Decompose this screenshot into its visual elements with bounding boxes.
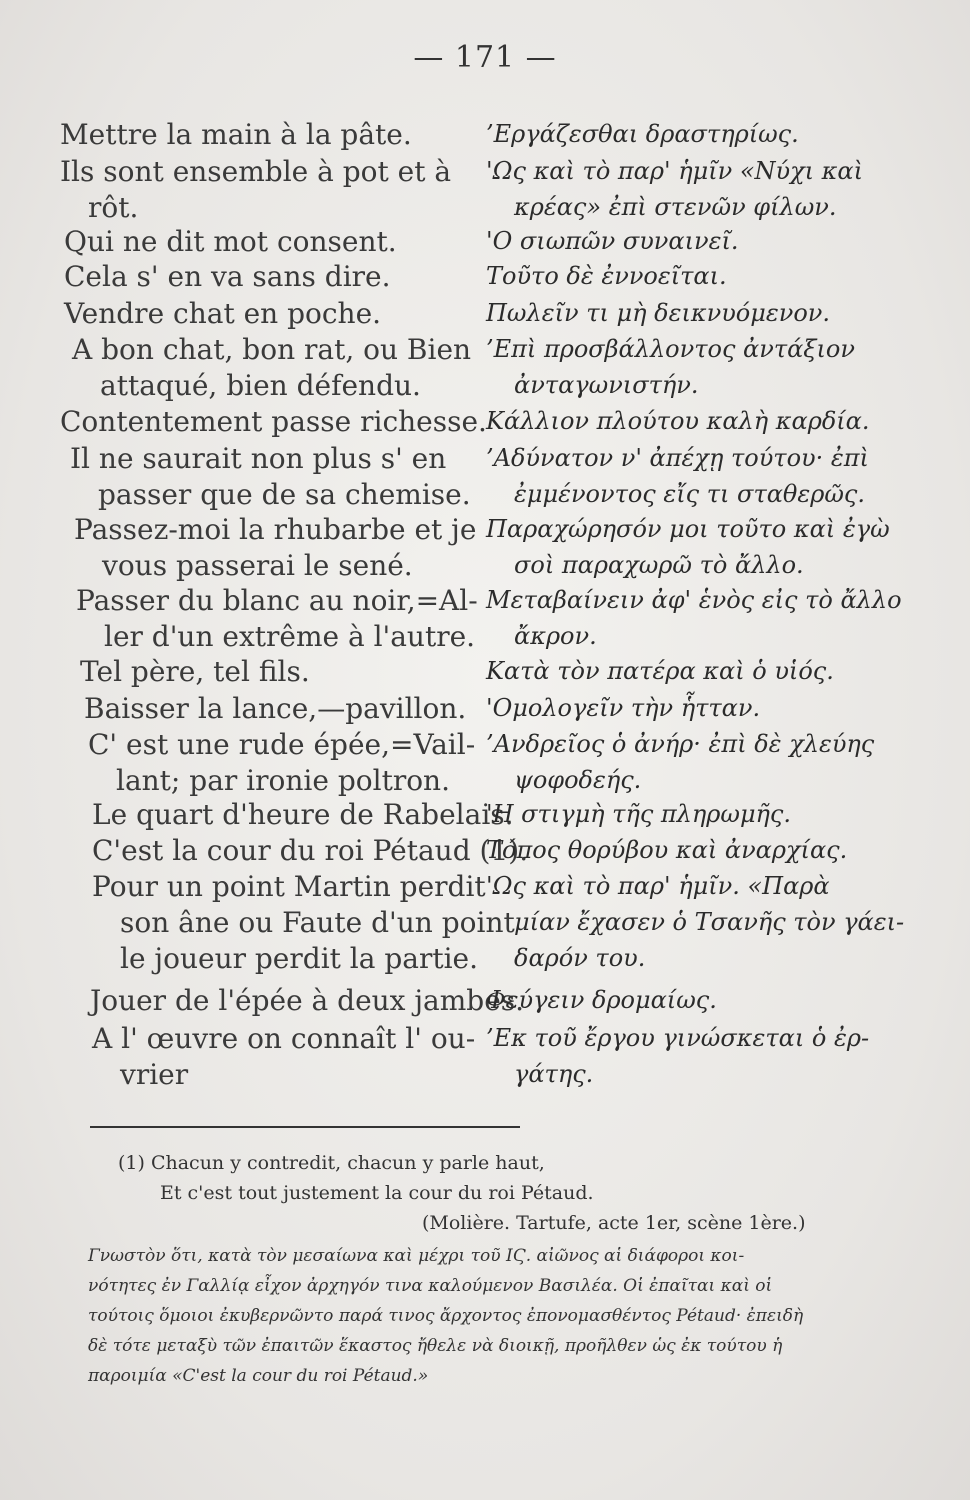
french-proverb-line: Ils sont ensemble à pot et à [60, 155, 452, 188]
french-proverb-line: passer que de sa chemise. [98, 478, 471, 511]
note-line: τούτοις ὅμοιοι ἐκυβερνῶντο παρά τινος ἄρχοντος ἐπονομασθέντος Pétaud· ἐπειδὴ [88, 1306, 804, 1326]
greek-translation-line: δαρόν του. [514, 944, 646, 972]
greek-translation-line: μίαν ἔχασεν ὁ Τσανῆς τὸν γάει- [514, 908, 905, 936]
french-proverb-line: Il ne saurait non plus s' en [70, 442, 447, 475]
greek-translation-line: ’Αδύνατον ν' ἀπέχῃ τούτου· ἐπὶ [486, 444, 869, 472]
french-proverb-line: le joueur perdit la partie. [120, 942, 479, 975]
french-proverb-line: ler d'un extrême à l'autre. [104, 620, 476, 653]
greek-translation-line: ἐμμένοντος εἴς τι σταθερῶς. [514, 480, 865, 508]
footnote-line-2: Et c'est tout justement la cour du roi Pétaud. [160, 1182, 594, 1204]
greek-translation-line: Μεταβαίνειν ἀφ' ἑνὸς εἰς τὸ ἄλλο [486, 586, 902, 614]
french-proverb-line: A bon chat, bon rat, ou Bien [72, 333, 472, 366]
french-proverb-line: lant; par ironie poltron. [116, 764, 450, 797]
note-line: δὲ τότε μεταξὺ τῶν ἐπαιτῶν ἕκαστος ἤθελε νὰ διοικῇ, προῆλθεν ὡς ἐκ τούτου ἡ [88, 1336, 783, 1356]
french-proverb-line: Qui ne dit mot consent. [64, 225, 397, 258]
greek-translation-line: κρέας» ἐπὶ στενῶν φίλων. [514, 193, 837, 221]
greek-translation-line: σοὶ παραχωρῶ τὸ ἄλλο. [514, 551, 804, 579]
french-proverb-line: Cela s' en va sans dire. [64, 260, 391, 293]
page-number: — 171 — [413, 40, 557, 75]
greek-translation-line: 'Ως καὶ τὸ παρ' ἡμῖν «Νύχι καὶ [486, 157, 864, 185]
note-line: νότητες ἐν Γαλλίᾳ εἶχον ἀρχηγόν τινα καλούμενον Βασιλέα. Οἱ ἐπαῖται καὶ οἱ [88, 1276, 773, 1296]
french-proverb-line: rôt. [88, 191, 139, 224]
french-proverb-line: Contentement passe richesse. [60, 405, 487, 438]
french-proverb-line: A l' œuvre on connaît l' ou- [92, 1022, 476, 1055]
greek-translation-line: Παραχώρησόν μοι τοῦτο καὶ ἐγὼ [486, 515, 890, 543]
french-proverb-line: Baisser la lance,—pavillon. [84, 692, 467, 725]
greek-translation-line: ἀνταγωνιστήν. [514, 371, 699, 399]
footnote-citation: (Molière. Tartufe, acte 1er, scène 1ère.) [422, 1212, 806, 1234]
greek-translation-line: 'Ομολογεῖν τὴν ἧτταν. [486, 694, 761, 722]
greek-translation-line: ἄκρον. [514, 622, 597, 650]
greek-translation-line: Κάλλιον πλούτου καλὴ καρδία. [486, 407, 870, 435]
french-proverb-line: attaqué, bien défendu. [100, 369, 421, 402]
note-line: παροιμία «C'est la cour du roi Pétaud.» [88, 1366, 429, 1386]
french-proverb-line: Tel père, tel fils. [80, 655, 310, 688]
greek-translation-line: ’Επὶ προσβάλλοντος ἀντάξιον [486, 335, 855, 363]
french-proverb-line: Le quart d'heure de Rabelais. [92, 798, 514, 831]
greek-translation-line: 'Η στιγμὴ τῆς πληρωμῆς. [486, 800, 791, 828]
french-proverb-line: Passez-moi la rhubarbe et je [74, 513, 477, 546]
french-proverb-line: Passer du blanc au noir,=Al- [76, 584, 478, 617]
greek-translation-line: 'Ως καὶ τὸ παρ' ἡμῖν. «Παρὰ [486, 872, 830, 900]
french-proverb-line: Jouer de l'épée à deux jambes. [90, 984, 525, 1017]
greek-translation-line: Φεύγειν δρομαίως. [486, 986, 717, 1014]
greek-translation-line: ’Εκ τοῦ ἔργου γινώσκεται ὁ ἐρ- [486, 1024, 870, 1052]
greek-translation-line: ψοφοδεής. [514, 766, 642, 794]
french-proverb-line: Mettre la main à la pâte. [60, 118, 412, 151]
french-proverb-line: C'est la cour du roi Pétaud (1). [92, 834, 529, 867]
french-proverb-line: vrier [120, 1058, 189, 1091]
greek-translation-line: Τοῦτο δὲ ἐννοεῖται. [486, 262, 727, 290]
french-proverb-line: Vendre chat en poche. [64, 297, 382, 330]
greek-translation-line: Τόπος θορύβου καὶ ἀναρχίας. [486, 836, 848, 864]
greek-translation-line: γάτης. [514, 1060, 594, 1088]
greek-translation-line: Κατὰ τὸν πατέρα καὶ ὁ υἱός. [486, 657, 834, 685]
note-line: Γνωστὸν ὅτι, κατὰ τὸν μεσαίωνα καὶ μέχρι τοῦ ΙϚ. αἰῶνος αἱ διάφοροι κοι- [88, 1246, 745, 1266]
greek-translation-line: 'Ο σιωπῶν συναινεῖ. [486, 227, 739, 255]
french-proverb-line: C' est une rude épée,=Vail- [88, 728, 476, 761]
greek-translation-line: Πωλεῖν τι μὴ δεικνυόμενον. [486, 299, 830, 327]
footnote-rule [90, 1126, 520, 1128]
french-proverb-line: Pour un point Martin perdit [92, 870, 486, 903]
french-proverb-line: vous passerai le sené. [102, 549, 413, 582]
footnote-line-1: (1) Chacun y contredit, chacun y parle haut, [118, 1152, 545, 1174]
greek-translation-line: ’Ανδρεῖος ὁ ἀνήρ· ἐπὶ δὲ χλεύης [486, 730, 875, 758]
greek-translation-line: ’Εργάζεσθαι δραστηρίως. [486, 120, 799, 148]
french-proverb-line: son âne ou Faute d'un point [120, 906, 515, 939]
